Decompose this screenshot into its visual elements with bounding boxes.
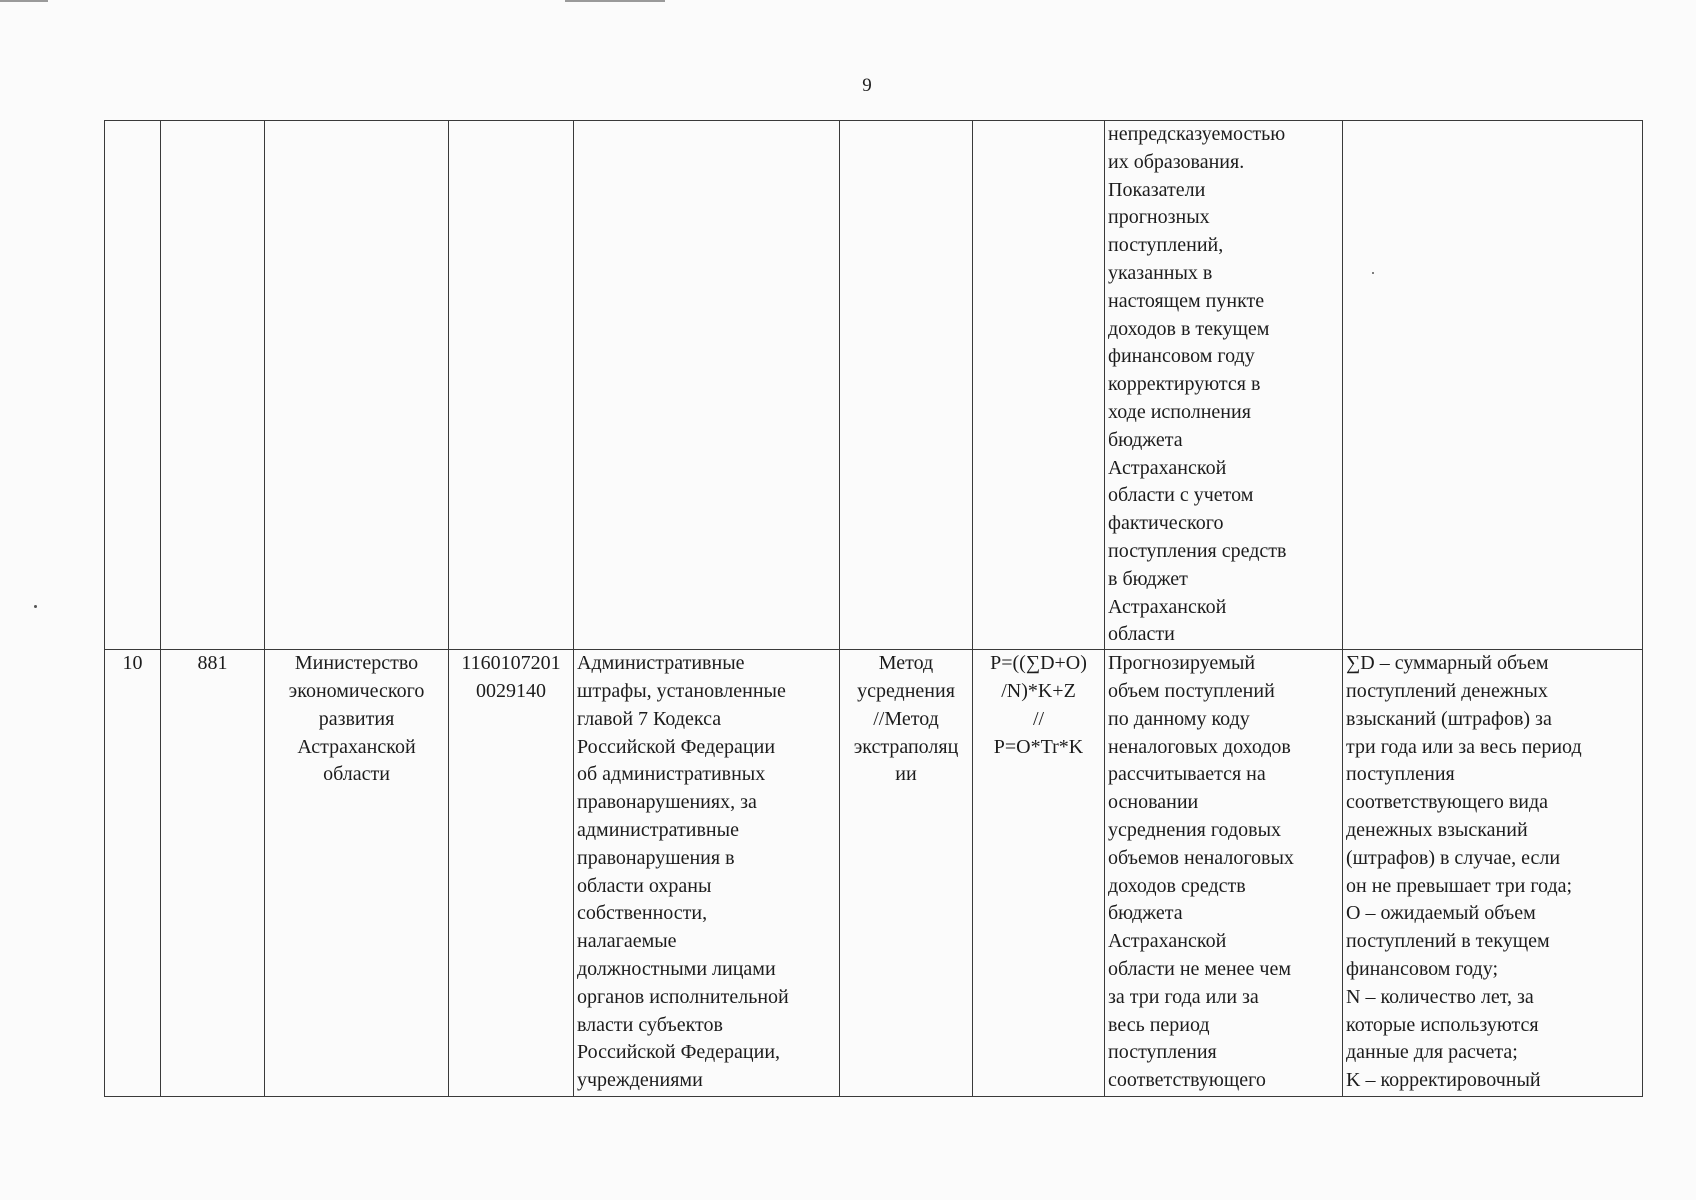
scan-speck xyxy=(34,605,37,608)
method-cell xyxy=(840,121,973,650)
revenue-name-cell: Административные штрафы, установленные главой 7 Кодекса Российской Федерации об административных правонарушениях, за административные правонарушения в области охраны собственности, налагаемые должностными лицами органов исполнительной власти субъектов Российской Федерации, учреждениями xyxy=(574,650,840,1097)
administrator-cell xyxy=(265,121,449,650)
table-row xyxy=(105,121,1643,650)
scan-edge-mark xyxy=(565,0,665,2)
row-number-cell: 10 xyxy=(105,650,161,1097)
admin-code-cell: 881 xyxy=(161,650,265,1097)
administrator-cell: Министерство экономического развития Астраханской области xyxy=(265,650,449,1097)
algorithm-cell: Прогнозируемый объем поступлений по данному коду неналоговых доходов рассчитывается на основании усреднения годовых объемов неналоговых доходов средств бюджета Астраханской области не менее чем за три года или за весь период поступления соответствующего xyxy=(1105,650,1343,1097)
method-cell: Метод усреднения //Метод экстраполяц ии xyxy=(840,650,973,1097)
kbk-code-cell xyxy=(449,121,574,650)
description-cell: ∑D – суммарный объем поступлений денежных взысканий (штрафов) за три года или за весь период поступления соответствующего вида денежных взысканий (штрафов) в случае, если он не превышает три года; O – ожидаемый объем поступлений в текущем финансовом году; N – количество лет, за которые используются данные для расчета; K – корректировочный xyxy=(1343,650,1643,1097)
formula-cell: P=((∑D+O) /N)*K+Z // P=O*Tr*K xyxy=(973,650,1105,1097)
kbk-code-cell: 1160107201 0029140 xyxy=(449,650,574,1097)
scan-edge-mark xyxy=(0,0,48,2)
admin-code-cell xyxy=(161,121,265,650)
formula-cell xyxy=(973,121,1105,650)
revenue-name-cell xyxy=(574,121,840,650)
page-number: 9 xyxy=(862,75,872,96)
algorithm-cell: непредсказуемостью их образования. Показатели прогнозных поступлений, указанных в настоящем пункте доходов в текущем финансовом году корректируются в ходе исполнения бюджета Астраханской области с учетом фактического поступления средств в бюджет Астраханской области xyxy=(1105,121,1343,650)
table-row xyxy=(105,650,1643,1097)
forecast-method-table xyxy=(104,120,1643,1097)
row-number-cell xyxy=(105,121,161,650)
description-cell xyxy=(1343,121,1643,650)
